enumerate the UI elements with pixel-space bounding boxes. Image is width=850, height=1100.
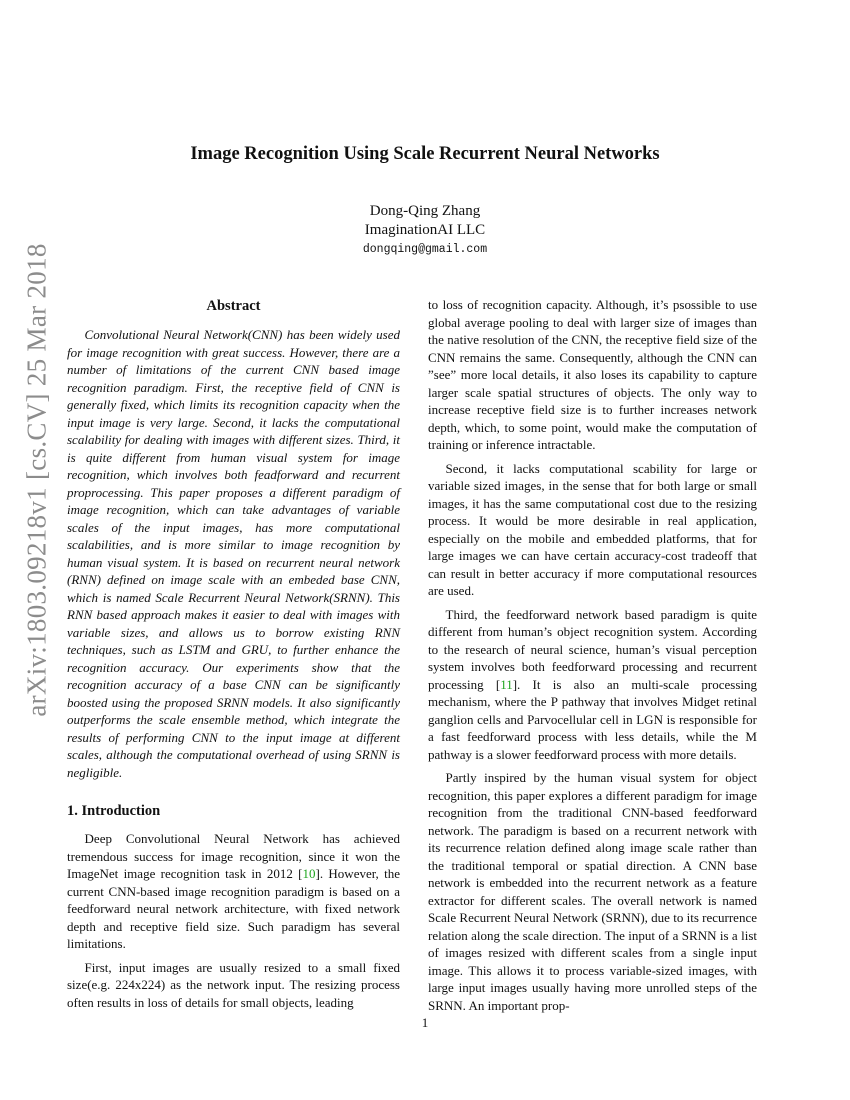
author-affiliation: ImaginationAI LLC <box>364 222 486 238</box>
author-name: Dong-Qing Zhang <box>369 203 481 219</box>
intro-paragraph-1 <box>67 830 400 953</box>
right-paragraph-2: Second, it lacks computational scability for large or variable sized images, in the sense that for both large or small images, it has the same computational cost due to the resizing process. It would be more desirable in real application, especially on the mobile and embedded platforms, that for large images we can have certain accuracy-cost tradeoff that can result in better accuracy if more computational resources are used. <box>428 460 757 598</box>
right-paragraph-4: Partly inspired by the human visual system for object recognition, this paper explores a different paradigm for image recognition from the traditional CNN-based feedforward network. The paradigm is based on a recurrent network with its recurrence relation defined along image scale rather than the traditional temporal or spatial direction. A CNN base network is embedded into the recurrent network as a feature extractor for different scales. The overall network is named Scale Recurrent Neural Network (SRNN), due to its recurrence relation along the scale direction. The input of a SRNN is a list of images resized with different scales from a single input image. This allows it to process variable-sized images, with large input images usually having more unrolled steps of the SRNN. An important prop- <box>428 770 757 1013</box>
introduction-heading: 1. Introduction <box>67 803 161 819</box>
abstract-body: Convolutional Neural Network(CNN) has been widely used for image recognition with great success. However, there are a number of limitations of the current CNN based image recognition paradigm. First, the receptive field of CNN is generally fixed, which limits its recognition capacity when the input image is very large. Second, it lacks the computational scalability for dealing with images with different sizes. Third, it is quite different from human visual system for image recognition, which involves both feadforward and recurrent proprocessing. This paper proposes a different paradigm of image recognition, which can take advantages of variable scales of the input images, has more computational scalabilities, and is more similar to image recognition by human visual system. It is based on recurrent neural network (RNN) defined on image scale with an embeded base CNN, which is named Scale Recurrent Neural Network(SRNN). This RNN based approach makes it easier to deal with images with variable sizes, and allows us to borrow existing RNN techniques, such as LSTM and GRU, to further enhance the recognition accuracy. Our experiments show that the recognition accuracy of a base CNN can be significantly boosted using the proposed SRNN models. It also significantly outperforms the scale ensemble method, which integrate the results of performing CNN to the input image at different scales, although the computational overhead of using SRNN is negligible. <box>67 327 400 780</box>
left-column <box>67 296 400 1011</box>
paper-title: Image Recognition Using Scale Recurrent Neural Networks <box>190 144 660 164</box>
intro-paragraph-2: First, input images are usually resized to a small fixed size(e.g. 224x224) as the network input. The resizing process often results in loss of details for small objects, leading <box>67 959 400 1010</box>
author-email[interactable]: dongqing@gmail.com <box>362 243 488 256</box>
citation-link[interactable]: 11 <box>500 676 513 692</box>
abstract-heading: Abstract <box>206 298 261 314</box>
right-paragraph-3 <box>428 606 757 764</box>
arxiv-identifier-stamp[interactable]: arXiv:1803.09218v1 [cs.CV] 25 Mar 2018 <box>21 243 52 717</box>
intro-p1-text-b: ]. However, the current CNN-based image recognition paradigm is based on a feedforward neural network architecture, with fixed network depth and receptive field size. Such paradigm has several limitations. <box>67 866 400 951</box>
right-p3-text-b: ]. It is also an multi-scale processing mechanism, where the P pathway that involves Midget retinal ganglion cells and Parvocellular cell in LGN is responsible for a fast feedforward process with less details, while the M pathway is a slower feedforward process with more details. <box>428 676 757 762</box>
page-number: 1 <box>421 1015 429 1030</box>
citation-link[interactable]: 10 <box>302 866 316 881</box>
right-column <box>428 296 757 1014</box>
right-paragraph-1: to loss of recognition capacity. Although, it’s psossible to use global average pooling to deal with larger size of images than the native resolution of the CNN, the receptive field size of the CNN remains the same. Consequently, although the CNN can ”see” more local details, it also loses its capability to capture larger scale spatial structures of objects. The only way to increase receptive field size is to further increases network depth, which, to some point, would make the computation of training or inference intractable. <box>428 297 757 452</box>
intro-p1-text-a: Deep Convolutional Neural Network has achieved tremendous success for image recognition, since it won the ImageNet image recognition task in 2012 [ <box>67 831 400 881</box>
right-p3-text-a: Third, the feedforward network based paradigm is quite different from human’s object recognition system. According to the research of neural science, human’s visual perception system involves both feedforward processing and recurrent processing [ <box>428 606 757 692</box>
